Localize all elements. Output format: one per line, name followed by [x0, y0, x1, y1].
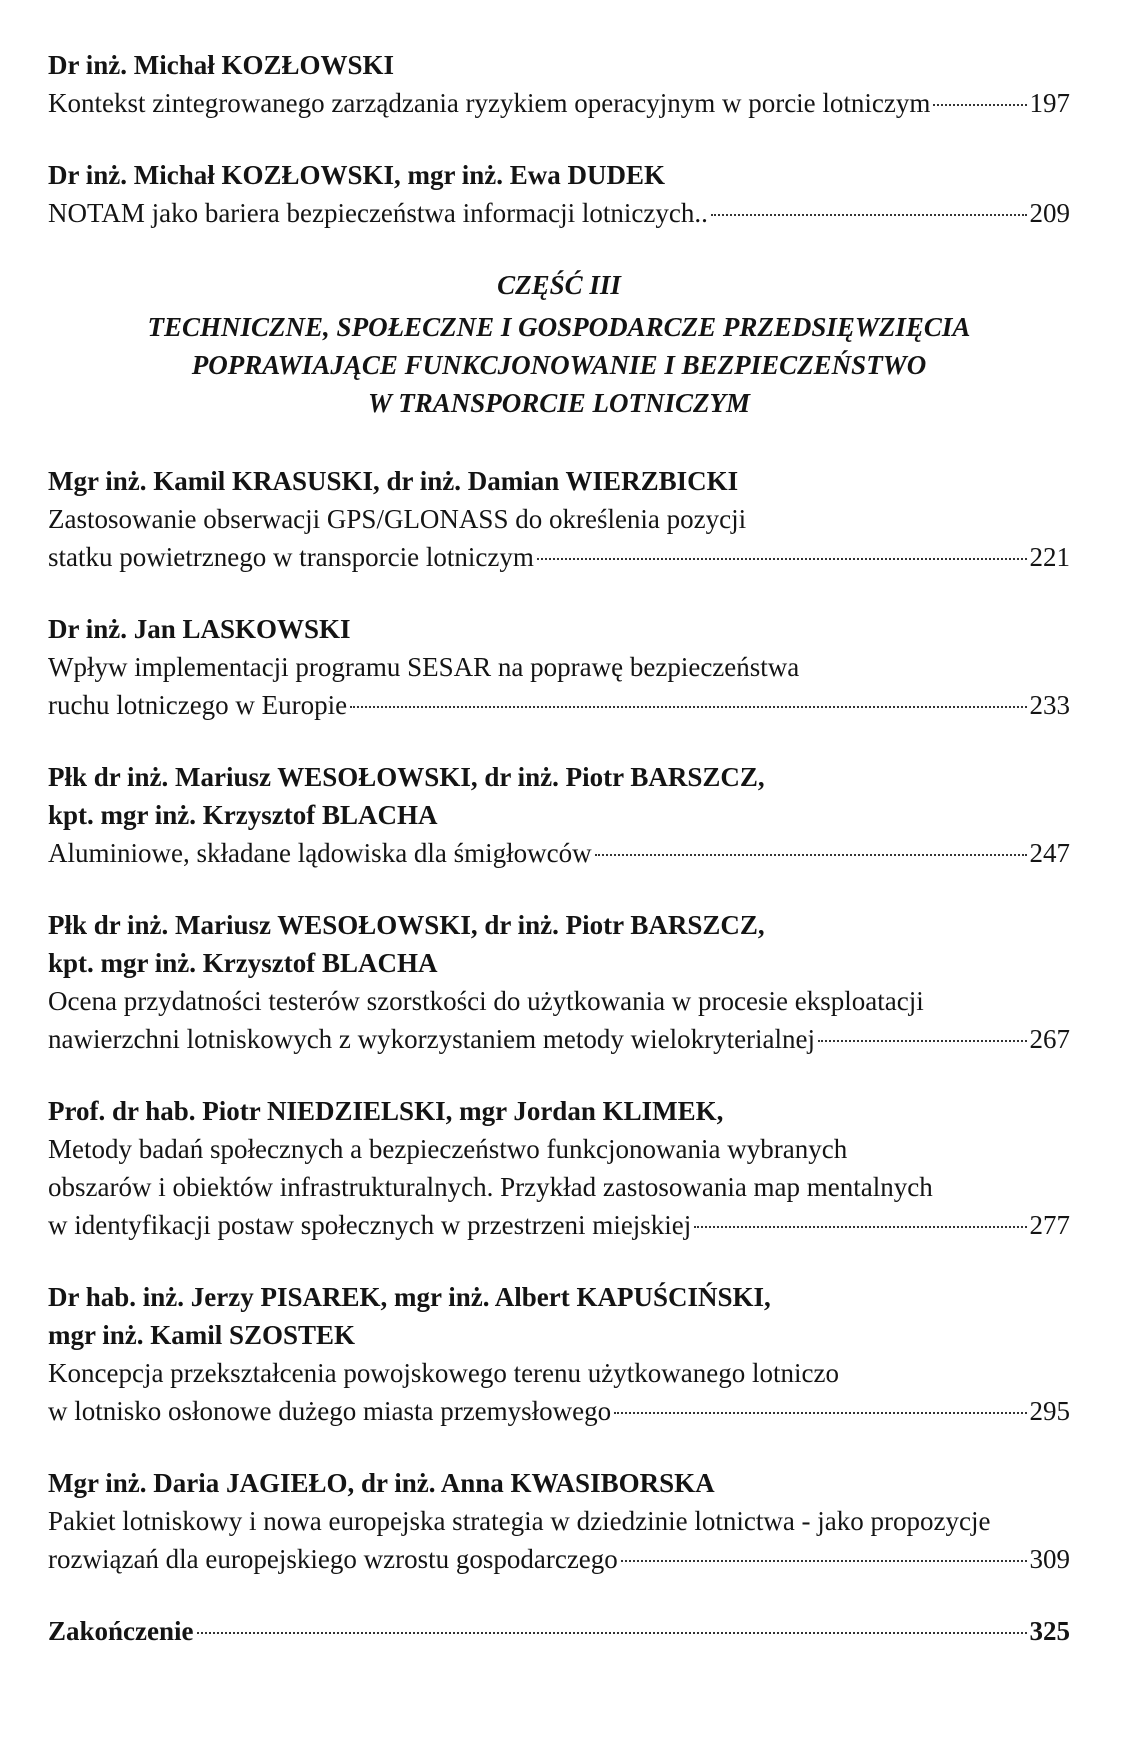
toc-title: NOTAM jako bariera bezpieczeństwa informacji lotniczych.. [48, 198, 708, 228]
toc-authors: kpt. mgr inż. Krzysztof BLACHA [48, 948, 438, 978]
toc-title-line [48, 834, 1070, 872]
toc-title: Kontekst zintegrowanego zarządzania ryzykiem operacyjnym w porcie lotniczym [48, 88, 931, 118]
dot-leader [197, 1632, 1027, 1634]
toc-title: rozwiązań dla europejskiego wzrostu gospodarczego [48, 1544, 618, 1574]
ending-label: Zakończenie [48, 1616, 194, 1646]
page-number: 295 [1029, 1396, 1070, 1426]
part-title-line: POPRAWIAJĄCE FUNKCJONOWANIE I BEZPIECZEŃSTWO [191, 350, 927, 380]
toc-authors: Dr inż. Michał KOZŁOWSKI [48, 50, 395, 80]
part-heading [48, 266, 1070, 422]
toc-entry [48, 758, 1070, 872]
toc-title-line [48, 1612, 1070, 1650]
toc-title-line [48, 500, 1070, 538]
dot-leader [614, 1412, 1026, 1414]
toc-title-line [48, 1168, 1070, 1206]
toc-title: statku powietrznego w transporcie lotniczym [48, 542, 534, 572]
toc-title-line [48, 1130, 1070, 1168]
toc-title: Zastosowanie obserwacji GPS/GLONASS do określenia pozycji [48, 504, 747, 534]
dot-leader [818, 1040, 1026, 1042]
dot-leader [537, 558, 1027, 560]
part-title-line: TECHNICZNE, SPOŁECZNE I GOSPODARCZE PRZEDSIĘWZIĘCIA [147, 312, 971, 342]
page-number: 247 [1029, 838, 1070, 868]
dot-leader [621, 1560, 1027, 1562]
toc-authors: Dr inż. Jan LASKOWSKI [48, 614, 351, 644]
toc-entry [48, 1092, 1070, 1244]
toc-title-line [48, 982, 1070, 1020]
toc-title-line [48, 1020, 1070, 1058]
dot-leader [933, 104, 1026, 106]
dot-leader [350, 706, 1026, 708]
toc-title: Pakiet lotniskowy i nowa europejska strategia w dziedzinie lotnictwa - jako propozycje [48, 1506, 991, 1536]
toc-title-line [48, 194, 1070, 232]
toc-title: Koncepcja przekształcenia powojskowego terenu użytkowanego lotniczo [48, 1358, 839, 1388]
toc-title-line [48, 686, 1070, 724]
toc-title-line [48, 1392, 1070, 1430]
toc-entry [48, 1278, 1070, 1430]
entries-before [48, 46, 1070, 232]
toc-entry [48, 906, 1070, 1058]
toc-title: w identyfikacji postaw społecznych w przestrzeni miejskiej [48, 1210, 692, 1240]
part-title-line: W TRANSPORCIE LOTNICZYM [367, 388, 751, 418]
toc-title-line [48, 648, 1070, 686]
toc-authors: Dr hab. inż. Jerzy PISAREK, mgr inż. Albert KAPUŚCIŃSKI, [48, 1282, 771, 1312]
toc-authors: Mgr inż. Kamil KRASUSKI, dr inż. Damian WIERZBICKI [48, 466, 739, 496]
toc-entry [48, 156, 1070, 232]
toc-title: Ocena przydatności testerów szorstkości do użytkowania w procesie eksploatacji [48, 986, 924, 1016]
toc-entry [48, 610, 1070, 724]
toc-authors: Prof. dr hab. Piotr NIEDZIELSKI, mgr Jordan KLIMEK, [48, 1096, 724, 1126]
entries-after [48, 462, 1070, 1578]
toc-title-line [48, 84, 1070, 122]
dot-leader [711, 214, 1027, 216]
page-number: 197 [1029, 88, 1070, 118]
page-number: 209 [1029, 198, 1070, 228]
toc-authors: Płk dr inż. Mariusz WESOŁOWSKI, dr inż. Piotr BARSZCZ, [48, 910, 765, 940]
toc-title-line [48, 1354, 1070, 1392]
toc-title: obszarów i obiektów infrastrukturalnych. Przykład zastosowania map mentalnych [48, 1172, 933, 1202]
toc-title-line [48, 538, 1070, 576]
page-number: 325 [1029, 1616, 1070, 1646]
toc-title-line [48, 1502, 1070, 1540]
toc-authors: kpt. mgr inż. Krzysztof BLACHA [48, 800, 438, 830]
page-number: 309 [1029, 1544, 1070, 1574]
part-label: CZĘŚĆ III [497, 270, 621, 300]
dot-leader [694, 1226, 1026, 1228]
toc-title: Wpływ implementacji programu SESAR na poprawę bezpieczeństwa [48, 652, 800, 682]
toc-title: Metody badań społecznych a bezpieczeństwo funkcjonowania wybranych [48, 1134, 848, 1164]
toc-title: w lotnisko osłonowe dużego miasta przemysłowego [48, 1396, 612, 1426]
toc-authors: Dr inż. Michał KOZŁOWSKI, mgr inż. Ewa DUDEK [48, 160, 666, 190]
toc-entry [48, 462, 1070, 576]
toc-entry [48, 46, 1070, 122]
dot-leader [595, 854, 1027, 856]
toc-entry-ending [48, 1612, 1070, 1650]
toc-entry [48, 1464, 1070, 1578]
page-number: 233 [1029, 690, 1070, 720]
toc-title-line [48, 1540, 1070, 1578]
toc-authors: Mgr inż. Daria JAGIEŁO, dr inż. Anna KWASIBORSKA [48, 1468, 715, 1498]
toc-title-line [48, 1206, 1070, 1244]
page-number: 267 [1029, 1024, 1070, 1054]
page-number: 277 [1029, 1210, 1070, 1240]
page-number: 221 [1029, 542, 1070, 572]
toc-title: Aluminiowe, składane lądowiska dla śmigłowców [48, 838, 592, 868]
toc-title: nawierzchni lotniskowych z wykorzystaniem metody wielokryterialnej [48, 1024, 816, 1054]
toc-authors: mgr inż. Kamil SZOSTEK [48, 1320, 356, 1350]
toc-title: ruchu lotniczego w Europie [48, 690, 348, 720]
toc-authors: Płk dr inż. Mariusz WESOŁOWSKI, dr inż. Piotr BARSZCZ, [48, 762, 765, 792]
